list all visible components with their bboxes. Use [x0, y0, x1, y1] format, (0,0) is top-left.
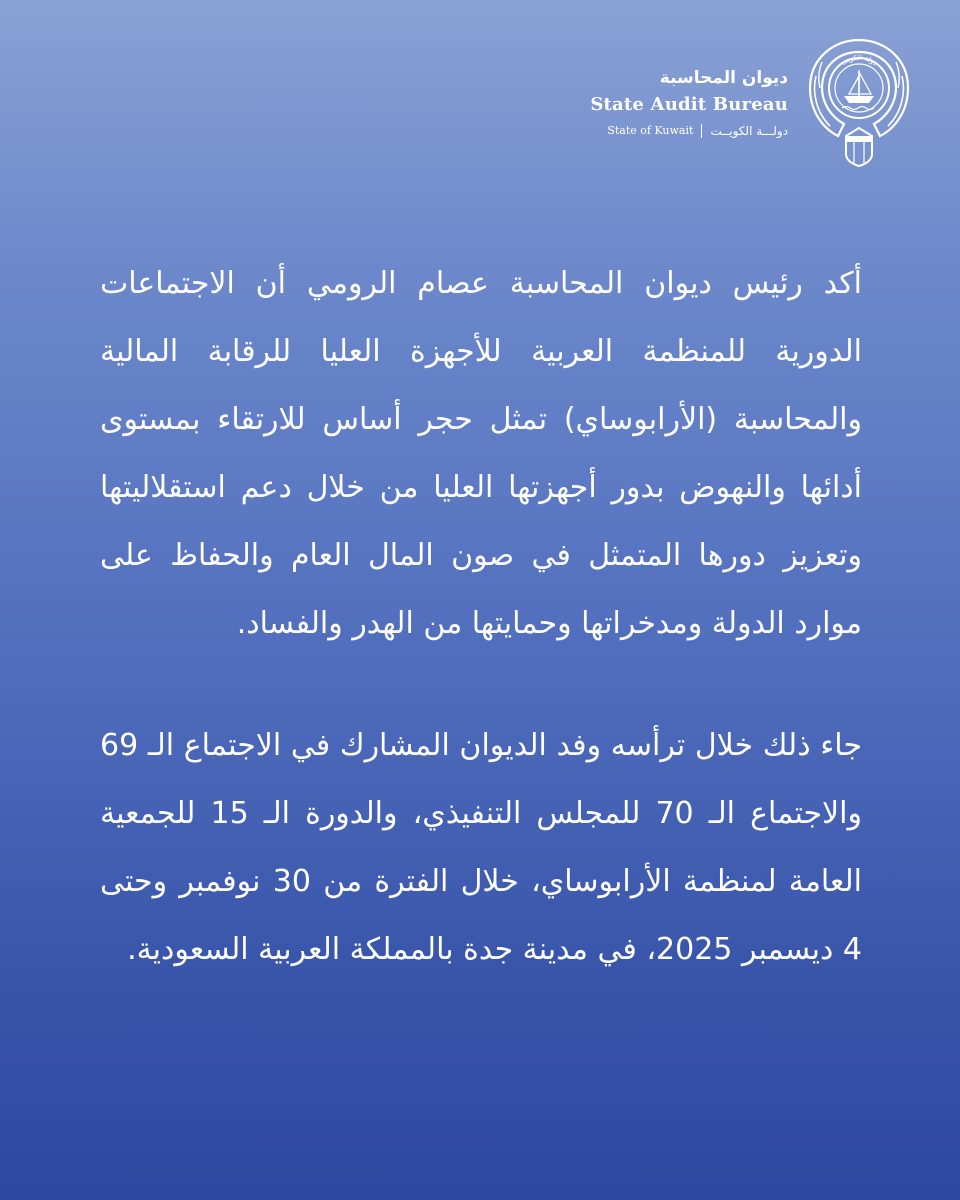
divider	[701, 124, 702, 138]
body-paragraph-2: جاء ذلك خلال ترأسه وفد الديوان المشارك في الاجتماع الـ 69 والاجتماع الـ 70 للمجلس التنفيذي، والدورة الـ 15 للجمعية العامة لمنظمة الأرابوساي، خلال الفترة من 30 نوفمبر وحتى 4 ديسمبر 2025، في مدينة جدة بالمملكة العربية السعودية.	[100, 728, 862, 967]
state-name-arabic: دولـــة الكويــت	[710, 123, 788, 138]
emblem-arc-text: دولة الكويت	[839, 53, 879, 68]
brand-state-line	[590, 124, 788, 138]
header	[590, 32, 914, 170]
brand-name-english: State Audit Bureau	[590, 93, 788, 115]
state-name-english: State of Kuwait	[607, 124, 694, 138]
kuwait-emblem-icon	[804, 32, 914, 170]
brand-block	[590, 64, 788, 138]
brand-name-arabic: ديوان المحاسبة	[659, 68, 788, 89]
body-paragraph-1: أكد رئيس ديوان المحاسبة عصام الرومي أن الاجتماعات الدورية للمنظمة العربية للأجهزة العليا للرقابة المالية والمحاسبة (الأرابوساي) تمثل حجر أساس للارتقاء بمستوى أدائها والنهوض بدور أجهزتها العليا من خلال دعم استقلاليتها وتعزيز دورها المتمثل في صون المال العام والحفاظ على موارد الدولة ومدخراتها وحمايتها من الهدر والفساد.	[100, 266, 862, 641]
svg-text:دولة الكويت	[839, 54, 878, 67]
